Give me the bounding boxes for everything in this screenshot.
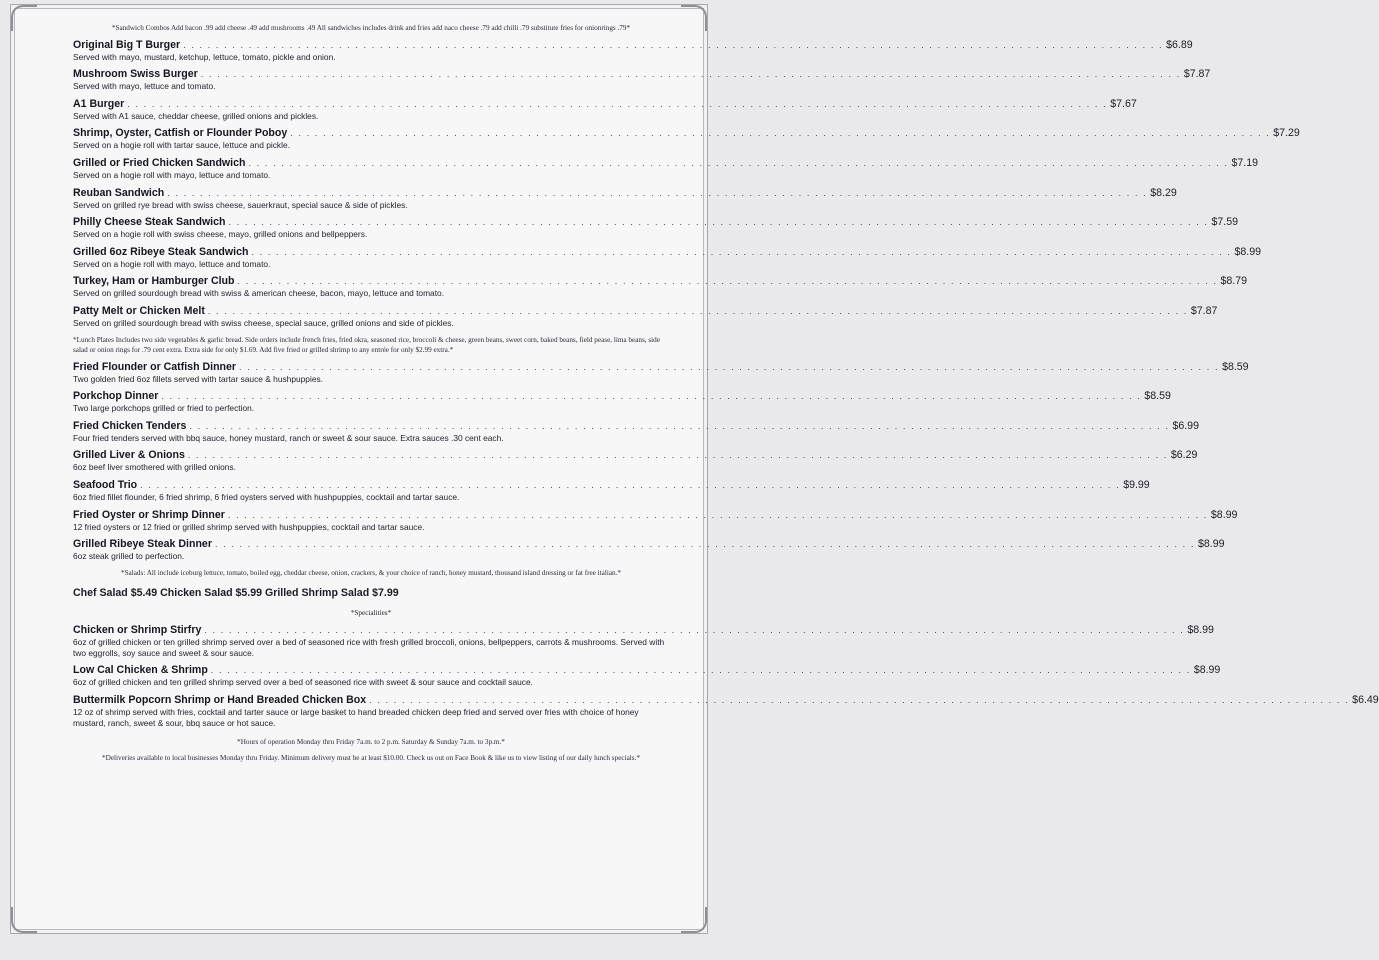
menu-item [73, 663, 1221, 688]
menu-item-name: Fried Chicken Tenders [73, 419, 187, 432]
menu-item-price: $8.99 [1193, 664, 1221, 677]
menu-item-name: Seafood Trio [73, 478, 138, 491]
hours-note: *Hours of operation Monday thru Friday 7a.m. to 2 p.m. Saturday & Sunday 7a.m. to 3p.m.* [237, 737, 505, 746]
lunch-plate-list [73, 360, 1249, 563]
menu-item-name: Chicken or Shrimp Stirfry [73, 623, 202, 636]
menu-item-name: Mushroom Swiss Burger [73, 68, 198, 81]
menu-item-name: Grilled Ribeye Steak Dinner [73, 538, 212, 551]
menu-item-price: $7.59 [1211, 216, 1239, 229]
menu-item-price: $8.59 [1222, 360, 1249, 373]
menu-item-name: Fried Oyster or Shrimp Dinner [73, 508, 225, 521]
menu-item-line [73, 419, 1199, 433]
menu-item-description: 6oz of grilled chicken or ten grilled shrimp served over a bed of seasoned rice with fresh grilled broccoli, onions, bellpeppers, carrots & mushrooms. Served with two eggrolls, soy sauce and sweet & sour sauce. [73, 636, 665, 658]
menu-item-name: Grilled or Fried Chicken Sandwich [73, 156, 246, 169]
menu-item-description: 12 oz of shrimp served with fries, cocktail and tarter sauce or large basket to hand breaded chicken deep fried and served over fries with choice of honey mustard, ranch, sweet & sour, bbq sauce or hot sauce. [73, 706, 639, 728]
menu-item-description: Served on a hogie roll with mayo, lettuce and tomato. [73, 169, 271, 180]
menu-content [73, 23, 1379, 763]
salads-prices: Chef Salad $5.49 Chicken Salad $5.99 Grilled Shrimp Salad $7.99 [73, 587, 399, 600]
menu-item-line [73, 126, 1300, 140]
menu-item [73, 245, 1261, 270]
leader-dots: . . . . . . . . . . . . . . . . . . . . . . . . . . . . . . . . . . . . . . . . . . . . . . . . . . . . . . . . . . . . . . . . . . . . . . . . . . . . . . . . . . . . . . . . . . . . . . . . . . . . . . . . . . . . . . . . . . . . . . . . [187, 450, 1168, 461]
menu-item-price: $9.99 [1123, 478, 1150, 491]
leader-dots: . . . . . . . . . . . . . . . . . . . . . . . . . . . . . . . . . . . . . . . . . . . . . . . . . . . . . . . . . . . . . . . . . . . . . . . . . . . . . . . . . . . . . . . . . . . . . . . . . . . . . . . . . . . . . . . . . . . . . . . . [167, 187, 1148, 198]
menu-item-price: $6.49 [1352, 693, 1379, 706]
menu-item-description: Served on a hogie roll with mayo, lettuce and tomato. [73, 258, 271, 269]
menu-item-price: $7.67 [1110, 97, 1137, 110]
menu-item [73, 537, 1225, 562]
leader-dots: . . . . . . . . . . . . . . . . . . . . . . . . . . . . . . . . . . . . . . . . . . . . . . . . . . . . . . . . . . . . . . . . . . . . . . . . . . . . . . . . . . . . . . . . . . . . . . . . . . . . . . . . . . . . . . . . . . . . . . . . [248, 157, 1229, 168]
leader-dots: . . . . . . . . . . . . . . . . . . . . . . . . . . . . . . . . . . . . . . . . . . . . . . . . . . . . . . . . . . . . . . . . . . . . . . . . . . . . . . . . . . . . . . . . . . . . . . . . . . . . . . . . . . . . . . . . . . . . . . . . [369, 694, 1350, 705]
specialties-list [73, 623, 1379, 729]
leader-dots: . . . . . . . . . . . . . . . . . . . . . . . . . . . . . . . . . . . . . . . . . . . . . . . . . . . . . . . . . . . . . . . . . . . . . . . . . . . . . . . . . . . . . . . . . . . . . . . . . . . . . . . . . . . . . . . . . . . . . . . . [228, 217, 1209, 228]
menu-item-description: Four fried tenders served with bbq sauce, honey mustard, ranch or sweet & sour sauce. Extra sauces .30 cent each. [73, 432, 504, 443]
menu-item-line [73, 97, 1137, 111]
menu-item [73, 478, 1150, 503]
menu-item [73, 623, 1214, 659]
menu-item-name: A1 Burger [73, 97, 125, 110]
deliveries-note: *Deliveries available to local businesses Monday thru Friday. Minimum delivery must be at least $10.00. Check us out on Face Book & like us to view listing of our daily lunch specials.* [102, 753, 640, 762]
menu-item-description: 6oz beef liver smothered with grilled onions. [73, 462, 236, 473]
leader-dots: . . . . . . . . . . . . . . . . . . . . . . . . . . . . . . . . . . . . . . . . . . . . . . . . . . . . . . . . . . . . . . . . . . . . . . . . . . . . . . . . . . . . . . . . . . . . . . . . . . . . . . . . . . . . . . . . . . . . . . . . [290, 128, 1271, 139]
menu-item-name: Buttermilk Popcorn Shrimp or Hand Breaded Chicken Box [73, 693, 367, 706]
menu-item-name: Philly Cheese Steak Sandwich [73, 216, 226, 229]
menu-item-name: Shrimp, Oyster, Catfish or Flounder Poboy [73, 127, 288, 140]
menu-item-description: Two golden fried 6oz fillets served with tartar sauce & hushpuppies. [73, 373, 323, 384]
menu-item [73, 38, 1193, 63]
leader-dots: . . . . . . . . . . . . . . . . . . . . . . . . . . . . . . . . . . . . . . . . . . . . . . . . . . . . . . . . . . . . . . . . . . . . . . . . . . . . . . . . . . . . . . . . . . . . . . . . . . . . . . . . . . . . . . . . . . . . . . . . [127, 98, 1108, 109]
menu-item [73, 508, 1238, 533]
leader-dots: . . . . . . . . . . . . . . . . . . . . . . . . . . . . . . . . . . . . . . . . . . . . . . . . . . . . . . . . . . . . . . . . . . . . . . . . . . . . . . . . . . . . . . . . . . . . . . . . . . . . . . . . . . . . . . . . . . . . . . . . [200, 69, 1181, 80]
menu-item-line [73, 537, 1225, 551]
menu-item [73, 67, 1211, 92]
leader-dots: . . . . . . . . . . . . . . . . . . . . . . . . . . . . . . . . . . . . . . . . . . . . . . . . . . . . . . . . . . . . . . . . . . . . . . . . . . . . . . . . . . . . . . . . . . . . . . . . . . . . . . . . . . . . . . . . . . . . . . . . [227, 509, 1208, 520]
menu-item-description: Served on grilled rye bread with swiss cheese, sauerkraut, special sauce & side of pickles. [73, 199, 408, 210]
frame-corner [11, 5, 37, 31]
salads-note: *Salads: All include iceburg lettuce, tomato, boiled egg, cheddar cheese, onion, crackers, & your choice of ranch, honey mustard, thousand island dressing or fat free italian.* [120, 569, 622, 578]
frame-corner [11, 907, 37, 933]
menu-item-line [73, 245, 1261, 259]
frame-corner [681, 907, 707, 933]
menu-item-line [73, 508, 1238, 522]
menu-item-name: Porkchop Dinner [73, 390, 159, 403]
menu-item-line [73, 389, 1171, 403]
menu-item-line [73, 304, 1218, 318]
menu-item-description: 6oz of grilled chicken and ten grilled shrimp served over a bed of seasoned rice with sweet & sour sauce and cocktail sauce. [73, 677, 533, 688]
menu-item-line [73, 623, 1214, 637]
menu-item-name: Original Big T Burger [73, 38, 181, 51]
menu-item-line [73, 186, 1177, 200]
menu-item-price: $8.99 [1197, 538, 1225, 551]
menu-item-line [73, 274, 1248, 288]
menu-item-description: Served with A1 sauce, cheddar cheese, grilled onions and pickles. [73, 110, 319, 121]
specialties-heading: *Specialities* [350, 609, 392, 618]
menu-item [73, 389, 1171, 414]
menu-item-description: 6oz fried fillet flounder, 6 fried shrimp, 6 fried oysters served with hushpuppies, cocktail and tartar sauce. [73, 491, 460, 502]
menu-item-price: $7.19 [1231, 156, 1259, 169]
menu-item-description: Served with mayo, mustard, ketchup, lettuce, tomato, pickle and onion. [73, 51, 336, 62]
menu-item [73, 274, 1248, 299]
menu-item-line [73, 360, 1249, 374]
menu-item-description: Served on grilled sourdough bread with swiss cheese, special sauce, grilled onions and side of pickles. [73, 317, 454, 328]
menu-item-description: Served on a hogie roll with tartar sauce, lettuce and pickle. [73, 140, 290, 151]
menu-item-line [73, 215, 1239, 229]
leader-dots: . . . . . . . . . . . . . . . . . . . . . . . . . . . . . . . . . . . . . . . . . . . . . . . . . . . . . . . . . . . . . . . . . . . . . . . . . . . . . . . . . . . . . . . . . . . . . . . . . . . . . . . . . . . . . . . . . . . . . . . . [210, 665, 1191, 676]
menu-item-name: Low Cal Chicken & Shrimp [73, 664, 208, 677]
menu-item-line [73, 693, 1379, 707]
menu-item [73, 97, 1137, 122]
menu-item-line [73, 478, 1150, 492]
menu-item [73, 419, 1199, 444]
leader-dots: . . . . . . . . . . . . . . . . . . . . . . . . . . . . . . . . . . . . . . . . . . . . . . . . . . . . . . . . . . . . . . . . . . . . . . . . . . . . . . . . . . . . . . . . . . . . . . . . . . . . . . . . . . . . . . . . . . . . . . . . [161, 391, 1142, 402]
menu-item [73, 126, 1300, 151]
menu-item-name: Turkey, Ham or Hamburger Club [73, 275, 235, 288]
menu-item-description: 6oz steak grilled to perfection. [73, 551, 185, 562]
leader-dots: . . . . . . . . . . . . . . . . . . . . . . . . . . . . . . . . . . . . . . . . . . . . . . . . . . . . . . . . . . . . . . . . . . . . . . . . . . . . . . . . . . . . . . . . . . . . . . . . . . . . . . . . . . . . . . . . . . . . . . . . [237, 276, 1218, 287]
menu-item-price: $8.29 [1150, 186, 1177, 199]
menu-item-price: $6.89 [1166, 38, 1193, 51]
menu-item-description: Served on a hogie roll with swiss cheese, mayo, grilled onions and bellpeppers. [73, 229, 368, 240]
menu-item [73, 215, 1239, 240]
menu-item-description: Served on grilled sourdough bread with swiss & american cheese, bacon, mayo, lettuce and tomato. [73, 288, 445, 299]
leader-dots: . . . . . . . . . . . . . . . . . . . . . . . . . . . . . . . . . . . . . . . . . . . . . . . . . . . . . . . . . . . . . . . . . . . . . . . . . . . . . . . . . . . . . . . . . . . . . . . . . . . . . . . . . . . . . . . . . . . . . . . . [214, 539, 1195, 550]
menu-item-line [73, 156, 1259, 170]
menu-item-name: Grilled Liver & Onions [73, 449, 185, 462]
sandwich-list [73, 38, 1300, 329]
menu-item-price: $8.99 [1187, 623, 1214, 636]
menu-item-description: 12 fried oysters or 12 fried or grilled shrimp served with hushpuppies, cocktail and tartar sauce. [73, 521, 425, 532]
menu-item [73, 360, 1249, 385]
sandwich-combos-note: *Sandwich Combos Add bacon .99 add cheese .49 add mushrooms .49 All sandwiches includes drink and fries add naco cheese .79 add chilli .79 substitute fries for onionrings .79* [111, 24, 631, 32]
menu-item-line [73, 448, 1198, 462]
leader-dots: . . . . . . . . . . . . . . . . . . . . . . . . . . . . . . . . . . . . . . . . . . . . . . . . . . . . . . . . . . . . . . . . . . . . . . . . . . . . . . . . . . . . . . . . . . . . . . . . . . . . . . . . . . . . . . . . . . . . . . . . [204, 624, 1185, 635]
leader-dots: . . . . . . . . . . . . . . . . . . . . . . . . . . . . . . . . . . . . . . . . . . . . . . . . . . . . . . . . . . . . . . . . . . . . . . . . . . . . . . . . . . . . . . . . . . . . . . . . . . . . . . . . . . . . . . . . . . . . . . . . [239, 361, 1220, 372]
menu-item [73, 186, 1177, 211]
menu-item [73, 156, 1259, 181]
menu-item-price: $8.99 [1234, 245, 1261, 258]
menu-item [73, 304, 1218, 329]
menu-item-name: Grilled 6oz Ribeye Steak Sandwich [73, 245, 249, 258]
menu-item-description: Served with mayo, lettuce and tomato. [73, 81, 216, 92]
menu-item-price: $8.59 [1144, 390, 1171, 403]
menu-item [73, 693, 1379, 729]
menu-item-description: Two large porkchops grilled or fried to perfection. [73, 403, 255, 414]
menu-item-price: $6.29 [1170, 449, 1198, 462]
menu-item-name: Fried Flounder or Catfish Dinner [73, 360, 237, 373]
menu-item [73, 448, 1198, 473]
menu-item-price: $8.99 [1210, 508, 1238, 521]
frame-corner [681, 5, 707, 31]
menu-item-line [73, 67, 1211, 81]
leader-dots: . . . . . . . . . . . . . . . . . . . . . . . . . . . . . . . . . . . . . . . . . . . . . . . . . . . . . . . . . . . . . . . . . . . . . . . . . . . . . . . . . . . . . . . . . . . . . . . . . . . . . . . . . . . . . . . . . . . . . . . . [183, 39, 1164, 50]
leader-dots: . . . . . . . . . . . . . . . . . . . . . . . . . . . . . . . . . . . . . . . . . . . . . . . . . . . . . . . . . . . . . . . . . . . . . . . . . . . . . . . . . . . . . . . . . . . . . . . . . . . . . . . . . . . . . . . . . . . . . . . . [140, 479, 1121, 490]
lunch-plates-note: *Lunch Plates Includes two side vegetables & garlic bread. Side orders include french fries, fried okra, seasoned rice, broccoli & cheese, green beans, sweet corn, baked beans, field pease, lima beans, side salad or onion rings for .79 cent extra. Extra side for only $1.69. Add five fried or grilled shrimp to any entrée for only $2.99 extra.* [73, 335, 660, 354]
menu-item-line [73, 38, 1193, 52]
menu-item-price: $7.87 [1190, 304, 1218, 317]
menu-item-price: $6.99 [1172, 419, 1199, 432]
menu-sheet [14, 8, 1379, 930]
leader-dots: . . . . . . . . . . . . . . . . . . . . . . . . . . . . . . . . . . . . . . . . . . . . . . . . . . . . . . . . . . . . . . . . . . . . . . . . . . . . . . . . . . . . . . . . . . . . . . . . . . . . . . . . . . . . . . . . . . . . . . . . [207, 305, 1188, 316]
menu-item-price: $7.87 [1183, 68, 1211, 81]
leader-dots: . . . . . . . . . . . . . . . . . . . . . . . . . . . . . . . . . . . . . . . . . . . . . . . . . . . . . . . . . . . . . . . . . . . . . . . . . . . . . . . . . . . . . . . . . . . . . . . . . . . . . . . . . . . . . . . . . . . . . . . . [251, 246, 1232, 257]
menu-item-line [73, 663, 1221, 677]
menu-item-price: $7.29 [1273, 127, 1300, 140]
menu-item-name: Patty Melt or Chicken Melt [73, 304, 205, 317]
menu-item-price: $8.79 [1220, 275, 1248, 288]
menu-item-name: Reuban Sandwich [73, 186, 165, 199]
leader-dots: . . . . . . . . . . . . . . . . . . . . . . . . . . . . . . . . . . . . . . . . . . . . . . . . . . . . . . . . . . . . . . . . . . . . . . . . . . . . . . . . . . . . . . . . . . . . . . . . . . . . . . . . . . . . . . . . . . . . . . . . [189, 420, 1170, 431]
